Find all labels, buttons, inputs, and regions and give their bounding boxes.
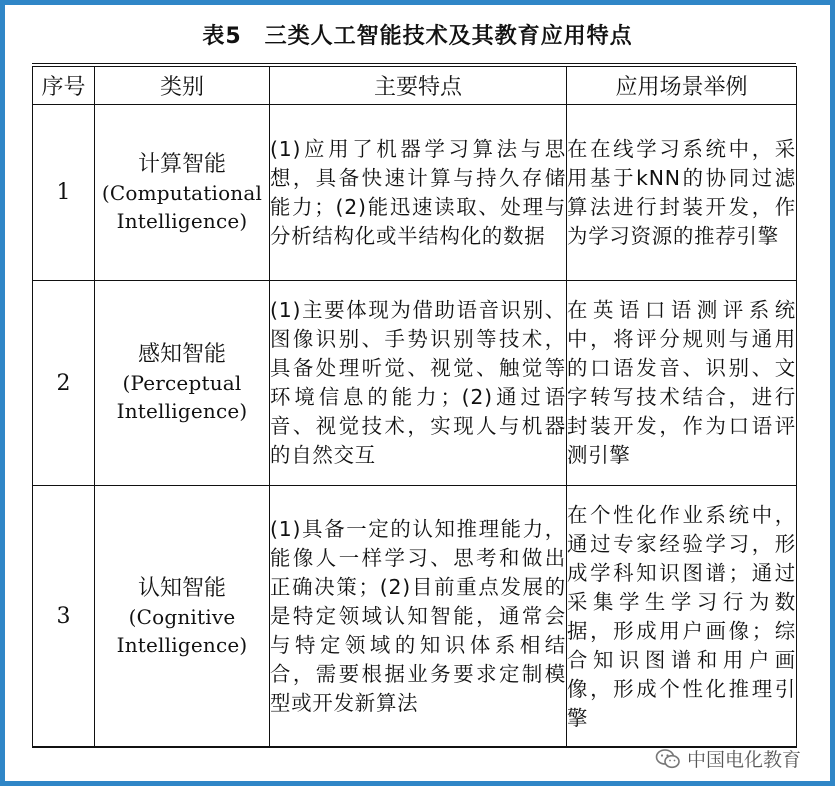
- category-en: (Perceptual: [122, 371, 242, 395]
- header-row: [33, 67, 797, 105]
- category-en: (Computational: [101, 180, 263, 205]
- header-features: 主要特点: [270, 67, 567, 105]
- table-row: [33, 486, 797, 748]
- category-zh: 感知智能: [137, 342, 226, 367]
- category-en: Intelligence): [116, 208, 248, 233]
- watermark: [655, 745, 801, 772]
- row-index: 2: [33, 281, 95, 486]
- row-scenario: 在在线学习系统中，采用基于kNN的协同过滤算法进行封装开发，作为学习资源的推荐引擎: [567, 105, 797, 281]
- row-category: [95, 281, 270, 486]
- row-index: 1: [33, 105, 95, 281]
- category-zh: 认知智能: [137, 575, 226, 601]
- features-table: [32, 66, 797, 748]
- table-title: 表5 三类人工智能技术及其教育应用特点: [202, 24, 633, 49]
- table-row: [33, 281, 797, 486]
- table-row: [33, 105, 797, 281]
- category-en: (Cognitive: [128, 604, 236, 629]
- category-en: Intelligence): [116, 399, 248, 423]
- watermark-text: 中国电化教育: [686, 749, 801, 771]
- row-index: 3: [33, 486, 95, 748]
- row-features: (1)应用了机器学习算法与思想，具备快速计算与持久存储能力；(2)能迅速读取、处理与分析结构化或半结构化的数据: [270, 105, 567, 281]
- category-zh: 计算智能: [137, 151, 226, 177]
- wechat-icon: [655, 748, 681, 770]
- row-scenario: 在个性化作业系统中，通过专家经验学习，形成学科知识图谱；通过采集学生学习行为数据，形成用户画像；综合知识图谱和用户画像，形成个性化推理引擎: [567, 486, 797, 748]
- row-features: (1)主要体现为借助语音识别、图像识别、手势识别等技术，具备处理听觉、视觉、触觉等环境信息的能力；(2)通过语音、视觉技术，实现人与机器的自然交互: [270, 281, 567, 486]
- header-index: 序号: [33, 67, 95, 105]
- row-category: [95, 105, 270, 281]
- header-category: 类别: [95, 67, 270, 105]
- row-category: [95, 486, 270, 748]
- header-scenario: 应用场景举例: [567, 67, 797, 105]
- row-features: (1)具备一定的认知推理能力，能像人一样学习、思考和做出正确决策；(2)目前重点发展的是特定领域认知智能，通常会与特定领域的知识体系相结合，需要根据业务要求定制模型或开发新算法: [270, 486, 567, 748]
- top-rule: [32, 63, 796, 64]
- row-scenario: 在英语口语测评系统中，将评分规则与通用的口语发音、识别、文字转写技术结合，进行封装开发，作为口语评测引擎: [567, 281, 797, 486]
- category-en: Intelligence): [116, 632, 248, 657]
